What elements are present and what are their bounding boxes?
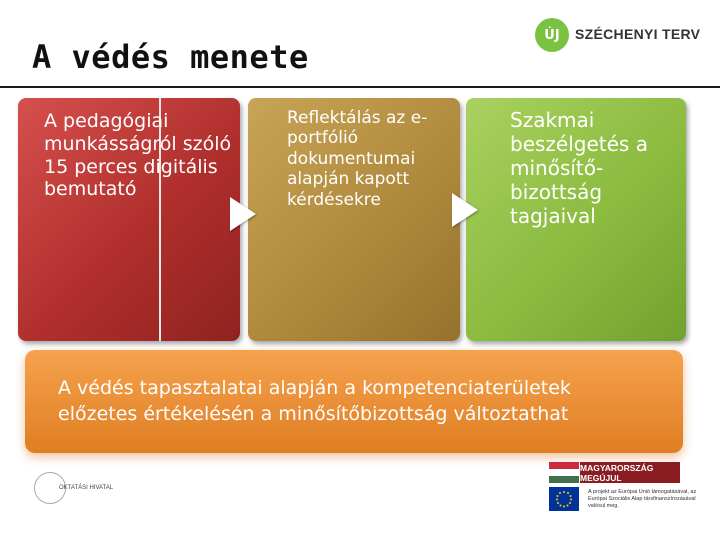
- bottom-note-line-2: előzetes értékelésén a minősítőbizottság változtathat: [58, 403, 569, 426]
- slide-title: A védés menete: [32, 38, 309, 76]
- title-divider: [0, 86, 720, 88]
- step-2-text: Reflektálás az e-portfólió dokumentumai alapján kapott kérdésekre: [287, 108, 428, 210]
- hungary-flag-icon: [549, 462, 579, 483]
- oktatasi-hivatal-logo: [34, 472, 124, 506]
- arrow-right-icon: [230, 197, 256, 231]
- step-3-text: Szakmai beszélgetés a minősítő-bizottság tagjaival: [510, 108, 648, 228]
- eu-flag-icon: [549, 487, 579, 511]
- bottom-note-text: [58, 375, 688, 427]
- step-1-text: A pedagógiai munkásságról szóló 15 perces digitális bemutató: [44, 110, 232, 201]
- szechenyi-terv-logo: [535, 18, 705, 54]
- arrow-right-icon: [452, 193, 478, 227]
- bottom-note-line-1: A védés tapasztalatai alapján a kompetenciaterületek: [58, 377, 571, 399]
- magyarorszag-megujul-banner: MAGYARORSZÁG MEGÚJUL: [580, 462, 680, 483]
- uj-circle-icon: ÚJ: [535, 18, 569, 52]
- szechenyi-terv-text: SZÉCHENYI TERV: [575, 26, 701, 42]
- eu-funding-text: A projekt az Európai Unió támogatásával, az Európai Szociális Alap társfinanszírozásával valósul meg.: [588, 489, 697, 510]
- oh-label: OKTATÁSI HIVATAL: [59, 485, 114, 491]
